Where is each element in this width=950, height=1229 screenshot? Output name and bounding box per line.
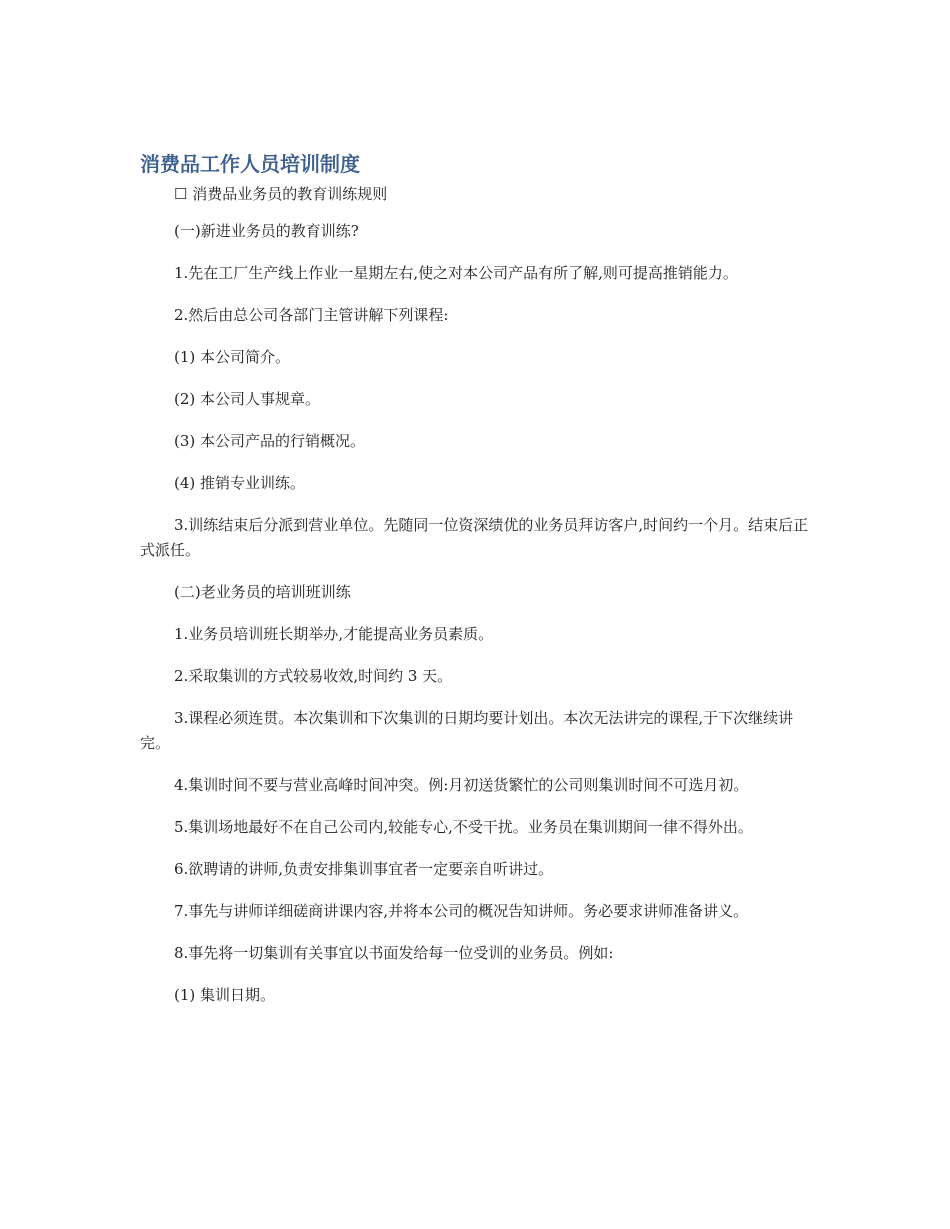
paragraph: 2.采取集训的方式较易收效,时间约 3 天。 bbox=[174, 667, 453, 685]
paragraph: 6.欲聘请的讲师,负责安排集训事宜者一定要亲自听讲过。 bbox=[174, 860, 554, 878]
paragraph: 8.事先将一切集训有关事宜以书面发给每一位受训的业务员。例如: bbox=[174, 944, 614, 962]
document-title: 消费品工作人员培训制度 bbox=[140, 152, 360, 176]
paragraph: 3.课程必须连贯。本次集训和下次集训的日期均要计划出。本次无法讲完的课程,于下次继续讲完。 bbox=[140, 709, 794, 752]
subsection-heading: (一)新进业务员的教育训练? bbox=[174, 222, 359, 240]
paragraph: 7.事先与讲师详细磋商讲课内容,并将本公司的概况告知讲师。务必要求讲师准备讲义。 bbox=[174, 902, 749, 920]
list-item: (3) 本公司产品的行销概况。 bbox=[174, 432, 366, 450]
paragraph: 3.训练结束后分派到营业单位。先随同一位资深绩优的业务员拜访客户,时间约一个月。结束后正式派任。 bbox=[140, 516, 809, 559]
paragraph: 4.集训时间不要与营业高峰时间冲突。例:月初送货繁忙的公司则集训时间不可选月初。 bbox=[174, 776, 749, 794]
list-item: (1) 集训日期。 bbox=[174, 986, 276, 1004]
paragraph: 2.然后由总公司各部门主管讲解下列课程: bbox=[174, 306, 449, 324]
paragraph: 1.业务员培训班长期举办,才能提高业务员素质。 bbox=[174, 625, 494, 643]
document-body bbox=[140, 182, 810, 1025]
list-item: (4) 推销专业训练。 bbox=[174, 474, 306, 492]
paragraph: 5.集训场地最好不在自己公司内,较能专心,不受干扰。业务员在集训期间一律不得外出。 bbox=[174, 818, 753, 836]
subsection-heading: (二)老业务员的培训班训练 bbox=[174, 583, 351, 601]
list-item: (2) 本公司人事规章。 bbox=[174, 390, 321, 408]
list-item: (1) 本公司简介。 bbox=[174, 348, 291, 366]
section-heading: ☐ 消费品业务员的教育训练规则 bbox=[174, 185, 388, 203]
paragraph: 1.先在工厂生产线上作业一星期左右,使之对本公司产品有所了解,则可提高推销能力。 bbox=[174, 264, 738, 282]
